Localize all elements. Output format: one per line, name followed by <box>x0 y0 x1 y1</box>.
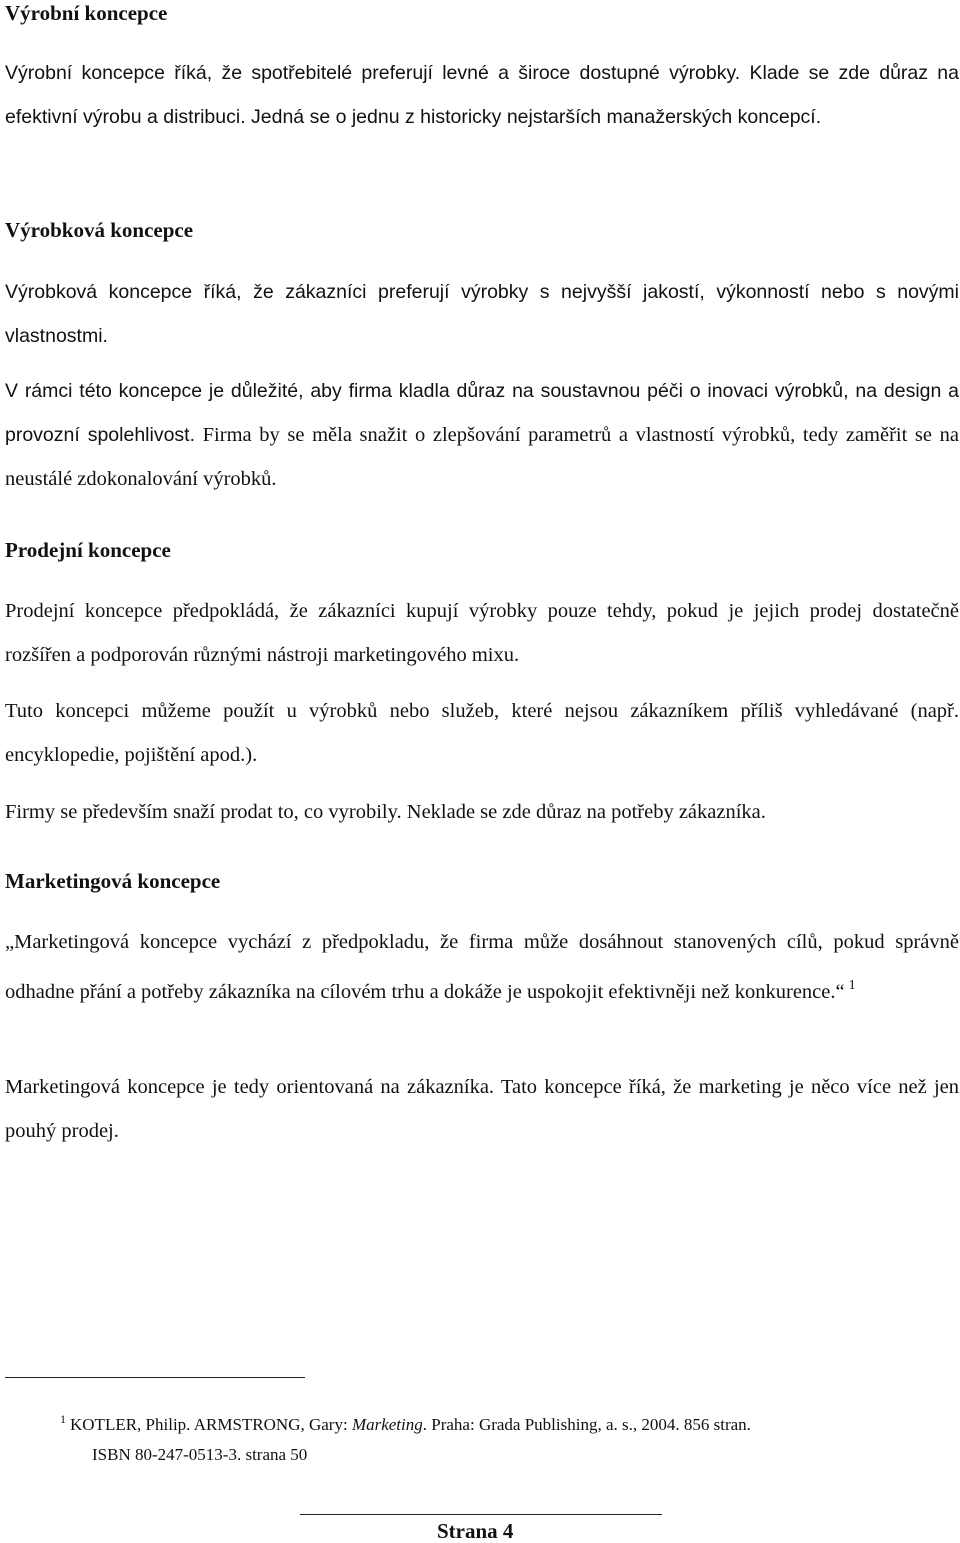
heading-vyrobni-koncepce: Výrobní koncepce <box>5 1 168 25</box>
heading-vyrobkova-koncepce: Výrobková koncepce <box>5 218 194 242</box>
paragraph-vyrobkova-inovace <box>5 369 959 501</box>
footnote <box>60 1404 950 1470</box>
footnote-isbn: ISBN 80-247-0513-3. strana 50 <box>92 1445 308 1464</box>
paragraph-vyrobni-koncepce: Výrobní koncepce říká, že spotřebitelé preferují levné a široce dostupné výrobky. Klade se zde důraz na efektivní výrobu a distribuci. Jedná se o jednu z historicky nejstarších manažerských koncepcí. <box>5 62 959 128</box>
footer-rule <box>300 1514 662 1515</box>
quote-text: „Marketingová koncepce vychází z předpokladu, že firma může dosáhnout stanovených cílů, pokud správně odhadne přání a potřeby zákazníka na cílovém trhu a dokáže je uspokojit efektivněji než konkurence.“ <box>5 931 959 1003</box>
page-number: Strana 4 <box>437 1519 514 1543</box>
paragraph-marketingova-quote <box>5 920 959 1014</box>
heading-marketingova-koncepce: Marketingová koncepce <box>5 869 221 893</box>
footnote-number: 1 <box>60 1412 66 1426</box>
paragraph-marketingova-orientace: Marketingová koncepce je tedy orientovaná na zákazníka. Tato koncepce říká, že marketing je něco více než jen pouhý prodej. <box>5 1076 959 1142</box>
footnote-reference[interactable]: 1 <box>848 978 856 993</box>
paragraph-vyrobkova-definition: Výrobková koncepce říká, že zákazníci preferují výrobky s nejvyšší jakostí, výkonností nebo s novými vlastnostmi. <box>5 281 959 347</box>
footnote-work-title: Marketing <box>351 1415 423 1434</box>
heading-prodejni-koncepce: Prodejní koncepce <box>5 538 171 562</box>
paragraph-prodejni-pouziti: Tuto koncepci můžeme použít u výrobků nebo služeb, které nejsou zákazníkem příliš vyhledávané (např. encyklopedie, pojištění apod.). <box>5 700 959 766</box>
paragraph-vyrobkova-inovace-part2: Firma by se měla snažit o zlepšování parametrů a vlastností výrobků, tedy zaměřit se na neustálé zdokonalování výrobků. <box>5 424 959 490</box>
footnote-authors: KOTLER, Philip. ARMSTRONG, Gary: <box>70 1415 352 1434</box>
footnote-publisher: . Praha: Grada Publishing, a. s., 2004. 856 stran. <box>422 1415 751 1434</box>
paragraph-prodejni-definition: Prodejní koncepce předpokládá, že zákazníci kupují výrobky pouze tehdy, pokud je jejich prodej dostatečně rozšířen a podporován různými nástroji marketingového mixu. <box>5 600 959 666</box>
paragraph-vyrobkova-inovace-part1: V rámci této koncepce je důležité, aby firma kladla důraz na soustavnou péči o inovaci výrobků, na design a provozní spolehlivost. <box>5 380 959 446</box>
footnote-separator <box>5 1377 305 1378</box>
paragraph-prodejni-firmy: Firmy se především snaží prodat to, co vyrobily. Neklade se zde důraz na potřeby zákazníka. <box>5 801 766 823</box>
